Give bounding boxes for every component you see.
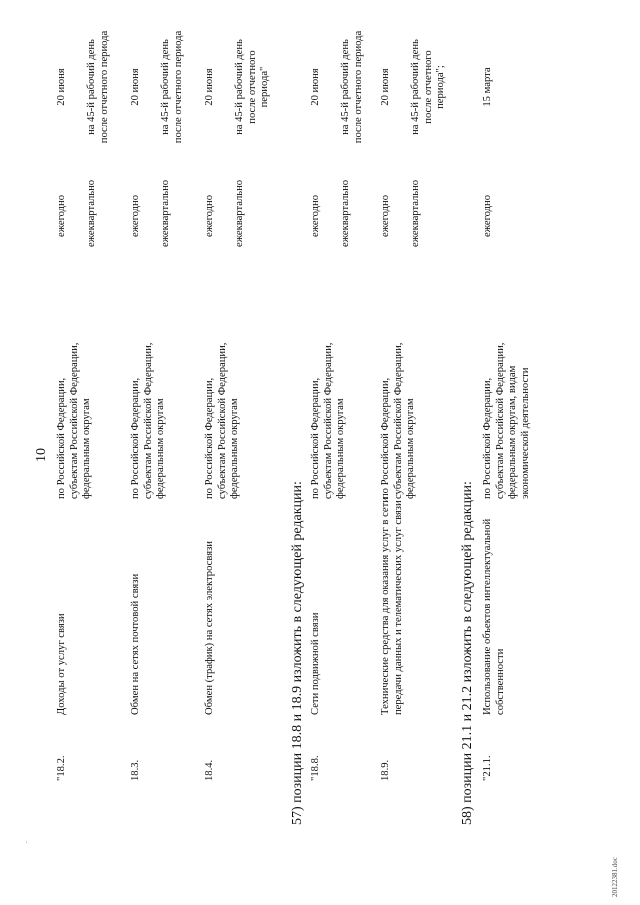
breakdown-text: по Российской Федерации, bbox=[310, 377, 321, 499]
breakdown-text: по Российской Федерации, bbox=[204, 377, 215, 499]
row-number: "18.8. bbox=[310, 755, 321, 781]
breakdown-text: субъектам Российской Федерации, bbox=[216, 342, 228, 499]
term-date: 20 июня bbox=[130, 68, 141, 106]
term-date: 15 марта bbox=[482, 67, 493, 107]
term-text: на 45-й рабочий день bbox=[234, 39, 245, 135]
breakdown-text: субъектам Российской Федерации, bbox=[68, 342, 80, 499]
breakdown-text: по Российской Федерации, bbox=[380, 377, 391, 499]
term-date: 20 июня bbox=[310, 68, 321, 106]
indicator-name: Доходы от услуг связи bbox=[56, 613, 67, 715]
indicator-name: передачи данных и телематических услуг связи bbox=[392, 500, 404, 715]
indicator-name: собственности bbox=[494, 648, 506, 715]
breakdown-text: субъектам Российской Федерации, bbox=[392, 342, 404, 499]
breakdown-text: федеральным округам bbox=[335, 398, 347, 499]
indicator-name: Технические средства для оказания услуг в сети bbox=[380, 497, 391, 715]
left-mark: . bbox=[21, 841, 29, 843]
breakdown-text: по Российской Федерации, bbox=[130, 377, 141, 499]
breakdown-text: федеральным округам, видам bbox=[507, 365, 519, 499]
term-text: на 45-й рабочий день bbox=[410, 39, 421, 135]
row-number: 18.3. bbox=[130, 759, 141, 781]
row-number: "18.2. bbox=[56, 755, 67, 781]
term-text: на 45-й рабочий день bbox=[340, 39, 351, 135]
breakdown-text: федеральным округам bbox=[81, 398, 93, 499]
breakdown-text: федеральным округам bbox=[405, 398, 417, 499]
section-heading-57: 57) позиции 18.8 и 18.9 изложить в следующей редакции: bbox=[290, 481, 305, 825]
term-date: 20 июня bbox=[56, 68, 67, 106]
breakdown-text: по Российской Федерации, bbox=[56, 377, 67, 499]
term-text: периода" bbox=[259, 66, 271, 108]
frequency-quarterly: ежеквартально bbox=[234, 179, 245, 247]
term-text: после отчетного периода bbox=[172, 30, 184, 144]
breakdown-text: экономической деятельности bbox=[519, 367, 531, 499]
term-text: после отчетного периода bbox=[352, 30, 364, 144]
row-number: 18.9. bbox=[380, 759, 391, 781]
frequency-quarterly: ежеквартально bbox=[340, 179, 351, 247]
page-number: 10 bbox=[34, 448, 49, 462]
breakdown-text: федеральным округам bbox=[229, 398, 241, 499]
indicator-name: Сети подвижной связи bbox=[310, 612, 321, 715]
row-number: "21.1. bbox=[482, 755, 493, 781]
frequency-quarterly: ежеквартально bbox=[86, 179, 97, 247]
row-number: 18.4. bbox=[204, 759, 215, 781]
breakdown-text: субъектам Российской Федерации, bbox=[142, 342, 154, 499]
frequency-annual: ежегодно bbox=[130, 194, 141, 237]
frequency-annual: ежегодно bbox=[310, 194, 321, 237]
frequency-annual: ежегодно bbox=[204, 194, 215, 237]
frequency-annual: ежегодно bbox=[380, 194, 391, 237]
frequency-annual: ежегодно bbox=[482, 194, 493, 237]
breakdown-text: субъектам Российской Федерации, bbox=[494, 342, 506, 499]
section-heading-58: 58) позиции 21.1 и 21.2 изложить в следующей редакции: bbox=[460, 481, 475, 825]
breakdown-text: субъектам Российской Федерации, bbox=[322, 342, 334, 499]
term-date: 20 июня bbox=[204, 68, 215, 106]
indicator-name: Обмен на сетях почтовой связи bbox=[130, 573, 141, 715]
term-text: после отчетного bbox=[422, 50, 434, 124]
term-text: после отчетного периода bbox=[98, 30, 110, 144]
term-text: на 45-й рабочий день bbox=[160, 39, 171, 135]
term-text: на 45-й рабочий день bbox=[86, 39, 97, 135]
term-text: после отчетного bbox=[246, 50, 258, 124]
footer-filename: 20122381.doc bbox=[611, 857, 619, 897]
indicator-name: Использование объектов интеллектуальной bbox=[482, 518, 493, 715]
breakdown-text: по Российской Федерации, bbox=[482, 377, 493, 499]
term-date: 20 июня bbox=[380, 68, 391, 106]
frequency-annual: ежегодно bbox=[56, 194, 67, 237]
term-text: периода"; bbox=[435, 65, 447, 109]
indicator-name: Обмен (трафик) на сетях электросвязи bbox=[204, 541, 215, 715]
breakdown-text: федеральным округам bbox=[155, 398, 167, 499]
frequency-quarterly: ежеквартально bbox=[160, 179, 171, 247]
frequency-quarterly: ежеквартально bbox=[410, 179, 421, 247]
